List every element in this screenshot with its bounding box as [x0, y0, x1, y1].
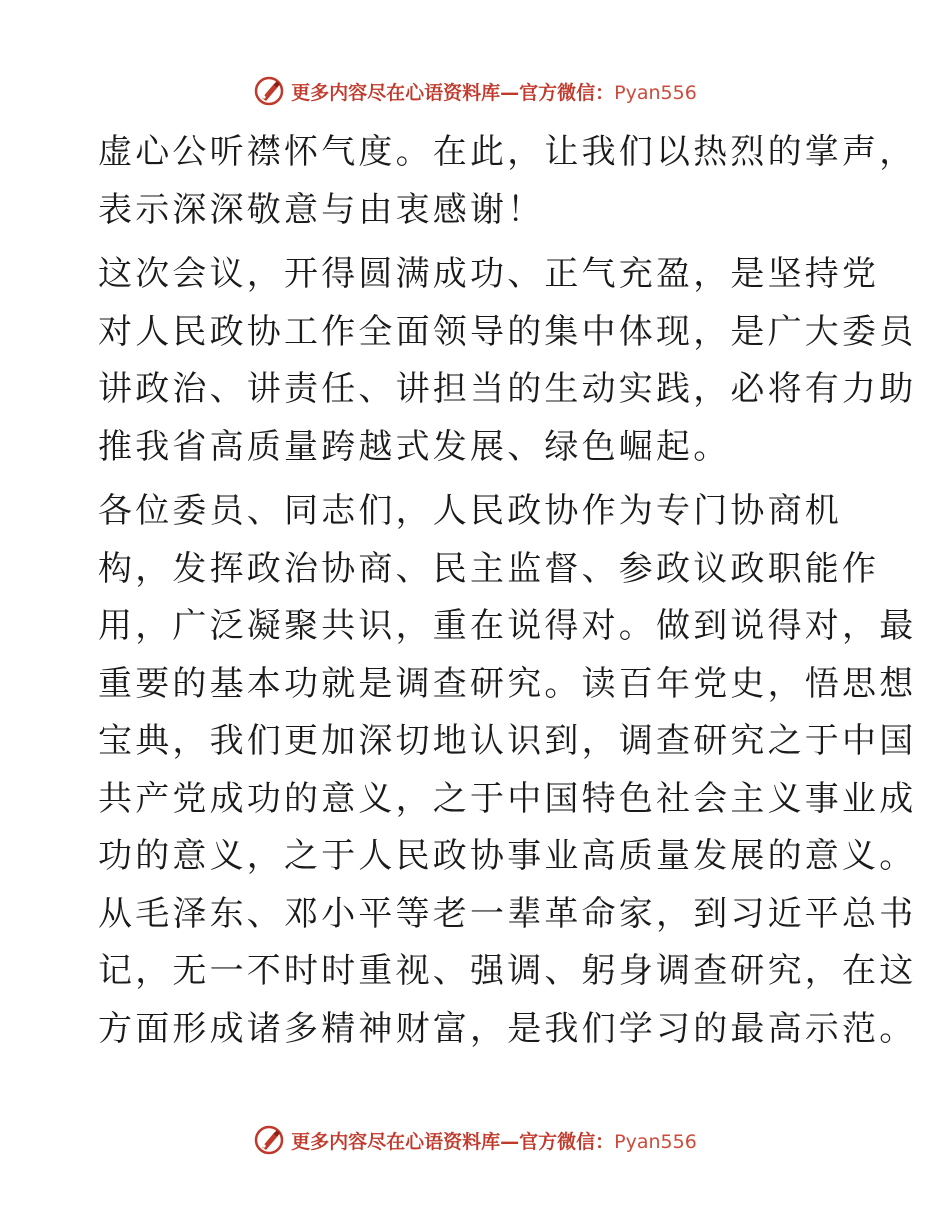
text-line: 记，无一不时时重视、强调、躬身调查研究，在这 [98, 951, 917, 991]
pen-logo-icon [253, 1124, 285, 1156]
document-body [98, 124, 917, 1058]
text-line: 虚心公听襟怀气度。在此，让我们以热烈的掌声， [98, 132, 917, 172]
text-line: 各位委员、同志们，人民政协作为专门协商机 [98, 491, 842, 531]
header-banner-id: Pyan556 [614, 81, 697, 104]
pen-logo-icon [253, 75, 285, 107]
text-line: 表示深深敬意与由衷感谢！ [98, 189, 545, 230]
header-banner-label: 更多内容尽在心语资料库—官方微信： [291, 81, 615, 104]
paragraph [98, 483, 917, 1058]
text-line: 重要的基本功就是调查研究。读百年党史，悟思想 [98, 663, 917, 704]
text-line: 对人民政协工作全面领导的集中体现，是广大委员 [98, 311, 917, 352]
text-line: 讲政治、讲责任、讲担当的生动实践，必将有力助 [98, 369, 917, 409]
header-banner [0, 74, 950, 108]
footer-banner-label: 更多内容尽在心语资料库—官方微信： [291, 1130, 615, 1153]
text-line: 方面形成诸多精神财富，是我们学习的最高示范。 [98, 1008, 917, 1049]
text-line: 用，广泛凝聚共识，重在说得对。做到说得对，最 [98, 606, 917, 646]
header-banner-text [291, 78, 697, 105]
footer-banner-id: Pyan556 [614, 1130, 697, 1153]
footer-banner-text [291, 1127, 697, 1154]
text-line: 构，发挥政治协商、民主监督、参政议政职能作 [98, 548, 880, 589]
text-line: 推我省高质量跨越式发展、绿色崛起。 [98, 426, 731, 467]
text-line: 共产党成功的意义，之于中国特色社会主义事业成 [98, 778, 917, 819]
paragraph [98, 124, 917, 239]
text-line: 从毛泽东、邓小平等老一辈革命家，到习近平总书 [98, 893, 917, 934]
paragraph [98, 246, 917, 476]
footer-banner [0, 1123, 950, 1157]
text-line: 功的意义，之于人民政协事业高质量发展的意义。 [98, 836, 917, 876]
text-line: 这次会议，开得圆满成功、正气充盈，是坚持党 [98, 254, 880, 294]
text-line: 宝典，我们更加深切地认识到，调查研究之于中国 [98, 721, 917, 761]
